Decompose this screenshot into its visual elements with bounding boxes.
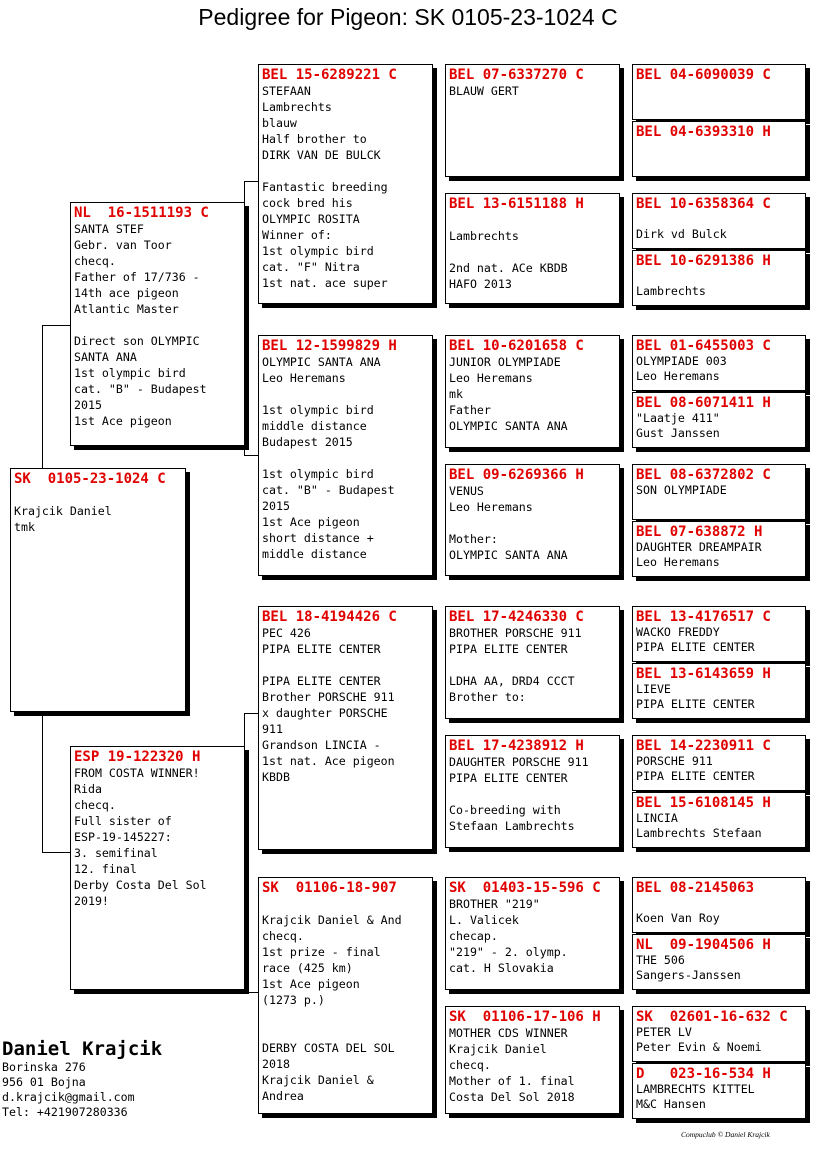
ring-number: BEL 17-4238912 H [449,738,584,754]
ring-number: BEL 08-6071411 H [636,395,771,411]
ring-number: BEL 08-2145063 [636,880,755,896]
ancestor-card[interactable] [632,64,806,120]
ring-number: BEL 08-6372802 C [636,467,771,483]
ancestor-card[interactable] [632,392,806,448]
ring-number: BEL 10-6291386 H [636,253,771,269]
page-title: Pedigree for Pigeon: SK 0105-23-1024 C [198,4,618,30]
ancestor-card[interactable] [632,193,806,249]
ancestor-card[interactable] [632,464,806,520]
pigeon-details: PEC 426 PIPA ELITE CENTER PIPA ELITE CENTER Brother PORSCHE 911 x daughter PORSCHE 911 Grandson LINCIA - 1st nat. Ace pigeon KBDB [262,626,395,784]
connector-line [244,992,258,993]
great-grandparent-card[interactable] [445,735,620,848]
ring-number: SK 01106-17-106 H [449,1009,601,1025]
pigeon-details: SON OLYMPIADE [636,483,727,497]
pigeon-details: OLYMPIADE 003 Leo Heremans [636,354,727,383]
connector-line [42,712,43,852]
pigeon-details: Krajcik Daniel & And checq. 1st prize - final race (425 km) 1st Ace pigeon (1273 p.) DERBY COSTA DEL SOL 2018 Krajcik Daniel & Andrea [262,913,402,1103]
ring-number: BEL 12-1599829 H [262,338,397,354]
ring-number: BEL 13-6143659 H [636,666,771,682]
connector-line [244,455,258,456]
ring-number: BEL 13-4176517 C [636,609,771,625]
pigeon-details: MOTHER CDS WINNER Krajcik Daniel checq. Mother of 1. final Costa Del Sol 2018 [449,1026,575,1104]
ring-number: SK 01106-18-907 [262,880,397,896]
great-grandparent-card[interactable] [445,464,620,576]
ancestor-card[interactable] [632,250,806,306]
ring-number: BEL 15-6289221 C [262,67,397,83]
pigeon-details: THE 506 Sangers-Janssen [636,953,741,982]
ring-number: BEL 15-6108145 H [636,795,771,811]
pigeon-details: OLYMPIC SANTA ANA Leo Heremans 1st olympic bird middle distance Budapest 2015 1st olympic bird cat. "B" - Budapest 2015 1st Ace pigeon short distance + middle distance [262,355,395,561]
subject-pigeon-card[interactable] [10,468,186,712]
ring-number: BEL 07-6337270 C [449,67,584,83]
connector-line [42,325,70,326]
connector-line [42,852,70,853]
grandparent-card[interactable] [258,335,433,576]
grandparent-card[interactable] [258,877,433,1114]
pigeon-details: LIEVE PIPA ELITE CENTER [636,682,755,711]
pigeon-details: WACKO FREDDY PIPA ELITE CENTER [636,625,755,654]
pigeon-details: Dirk vd Bulck [636,227,727,241]
grandparent-card[interactable] [258,606,433,850]
pigeon-details: Lambrechts 2nd nat. ACe KBDB HAFO 2013 [449,229,568,291]
sire-card[interactable] [70,202,245,446]
ring-number: D 023-16-534 H [636,1066,771,1082]
great-grandparent-card[interactable] [445,335,620,448]
owner-name: Daniel Krajcik [2,1038,163,1060]
connector-line [42,325,43,469]
pigeon-details: SANTA STEF Gebr. van Toor checq. Father of 17/736 - 14th ace pigeon Atlantic Master Direct son OLYMPIC SANTA ANA 1st olympic bird cat. "B" - Budapest 2015 1st Ace pigeon [74,222,207,428]
owner-address-line: 956 01 Bojna [2,1075,86,1089]
owner-phone: Tel: +421907280336 [2,1105,128,1119]
pigeon-details: BROTHER PORSCHE 911 PIPA ELITE CENTER LDHA AA, DRD4 CCCT Brother to: [449,626,582,704]
ancestor-card[interactable] [632,606,806,662]
ancestor-card[interactable] [632,1006,806,1062]
ancestor-card[interactable] [632,335,806,391]
ring-number: NL 09-1904506 H [636,937,771,953]
owner-info [2,1038,162,1120]
footer-credit: Compuclub © Daniel Krajcik [681,1130,770,1139]
ancestor-card[interactable] [632,877,806,933]
ancestor-card[interactable] [632,934,806,990]
ring-number: BEL 09-6269366 H [449,467,584,483]
pigeon-details: STEFAAN Lambrechts blauw Half brother to DIRK VAN DE BULCK Fantastic breeding cock bred his OLYMPIC ROSITA Winner of: 1st olympic bird cat. "F" Nitra 1st nat. ace super [262,84,388,290]
pigeon-details: VENUS Leo Heremans Mother: OLYMPIC SANTA ANA [449,484,568,562]
pigeon-details: PETER LV Peter Evin & Noemi [636,1025,762,1054]
ring-number: SK 01403-15-596 C [449,880,601,896]
connector-line [244,713,258,714]
pigeon-details: Krajcik Daniel tmk [14,504,112,534]
grandparent-card[interactable] [258,64,433,304]
great-grandparent-card[interactable] [445,606,620,719]
ancestor-card[interactable] [632,663,806,719]
connector-line [244,181,258,182]
great-grandparent-card[interactable] [445,1006,620,1114]
pigeon-details: LAMBRECHTS KITTEL M&C Hansen [636,1082,755,1111]
ring-number: BEL 04-6090039 C [636,67,771,83]
owner-address-line: Borinska 276 [2,1060,86,1074]
ring-number: BEL 10-6201658 C [449,338,584,354]
pigeon-details: JUNIOR OLYMPIADE Leo Heremans mk Father OLYMPIC SANTA ANA [449,355,568,433]
great-grandparent-card[interactable] [445,64,620,177]
ring-number: BEL 18-4194426 C [262,609,397,625]
pigeon-details: Lambrechts [636,284,706,298]
ring-number: BEL 04-6393310 H [636,124,771,140]
ring-number: BEL 17-4246330 C [449,609,584,625]
pigeon-details: BROTHER "219" L. Valicek checap. "219" - 2. olymp. cat. H Slovakia [449,897,568,975]
ring-number: BEL 10-6358364 C [636,196,771,212]
ancestor-card[interactable] [632,735,806,791]
ring-number: NL 16-1511193 C [74,205,209,221]
owner-email[interactable]: d.krajcik@gmail.com [2,1090,135,1104]
ring-number: SK 0105-23-1024 C [14,471,166,487]
pigeon-details: FROM COSTA WINNER! Rida checq. Full sister of ESP-19-145227: 3. semifinal 12. final Derby Costa Del Sol 2019! [74,766,207,908]
ancestor-card[interactable] [632,1063,806,1119]
ring-number: SK 02601-16-632 C [636,1009,788,1025]
pigeon-details: DAUGHTER DREAMPAIR Leo Heremans [636,540,762,569]
pigeon-details: "Laatje 411" Gust Janssen [636,411,720,440]
ring-number: BEL 14-2230911 C [636,738,771,754]
ring-number: BEL 13-6151188 H [449,196,584,212]
ring-number: BEL 07-638872 H [636,524,763,540]
pigeon-details: BLAUW GERT [449,84,519,98]
pigeon-details: DAUGHTER PORSCHE 911 PIPA ELITE CENTER Co-breeding with Stefaan Lambrechts [449,755,589,833]
ancestor-card[interactable] [632,792,806,848]
pigeon-details: PORSCHE 911 PIPA ELITE CENTER [636,754,755,783]
ring-number: BEL 01-6455003 C [636,338,771,354]
dam-card[interactable] [70,746,245,990]
ring-number: ESP 19-122320 H [74,749,201,765]
great-grandparent-card[interactable] [445,877,620,990]
pigeon-details: LINCIA Lambrechts Stefaan [636,811,762,840]
ancestor-card[interactable] [632,521,806,577]
pigeon-details: Koen Van Roy [636,911,720,925]
great-grandparent-card[interactable] [445,193,620,304]
ancestor-card[interactable] [632,121,806,177]
